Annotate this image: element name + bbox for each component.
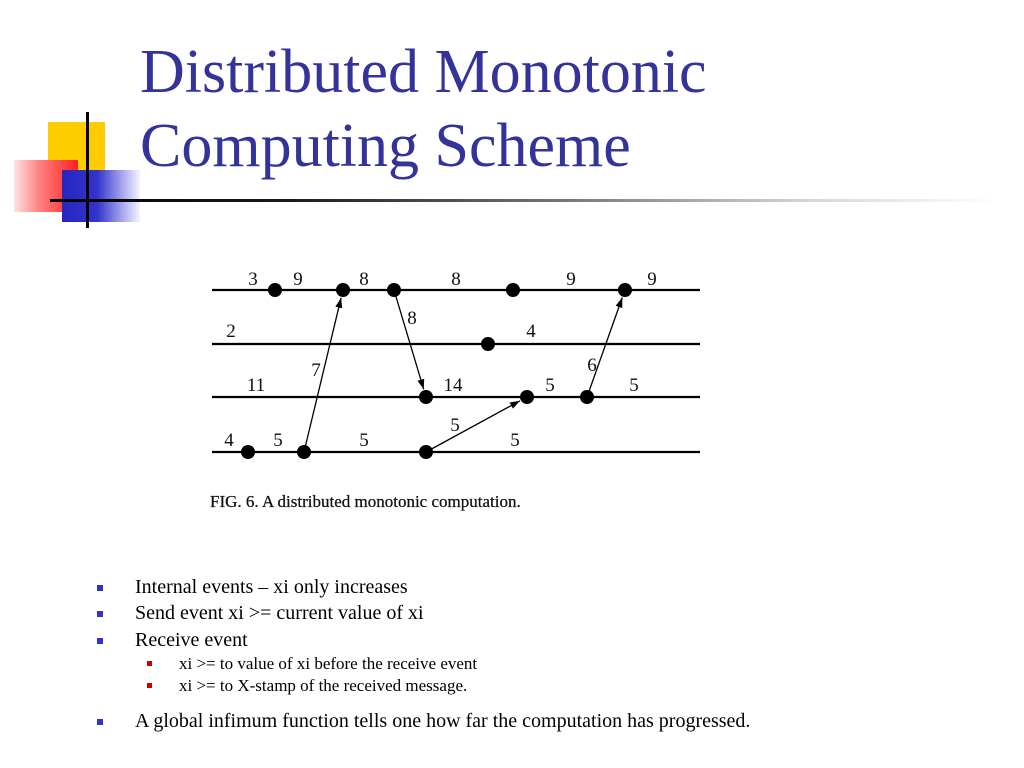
message-label: 5 [450,415,460,436]
value-label: 8 [359,269,369,290]
message-arrow [587,298,622,398]
sub-bullet-marker-icon [147,683,152,688]
bullet-text: A global infimum function tells one how far the computation has progressed. [135,710,751,732]
value-label: 2 [226,321,236,342]
event-dot [520,390,534,404]
title-underline-rule [50,199,1000,202]
event-dot [241,445,255,459]
message-arrows [304,290,622,452]
event-dot [506,283,520,297]
process-1-labels [248,269,657,290]
sub-bullet-item [147,677,467,694]
event-dots [241,283,632,459]
event-dot [580,390,594,404]
bullet-marker-icon [97,585,103,591]
message-label: 7 [311,360,321,381]
bullet-item [97,630,248,650]
message-arrow [394,290,424,389]
event-dot [481,337,495,351]
bullet-marker-icon [97,638,103,644]
bullet-item [97,577,408,597]
event-dot [419,445,433,459]
process-3-labels [247,375,639,396]
value-label: 9 [647,269,657,290]
value-label: 5 [510,430,520,451]
bullet-text: Internal events – xi only increases [135,576,408,598]
message-arrow [426,401,520,452]
value-label: 5 [359,430,369,451]
sub-bullet-marker-icon [147,661,152,666]
value-label: 14 [443,375,463,396]
blue-square-decoration [62,170,140,222]
title-line-1: Distributed Monotonic [140,38,707,106]
event-dot [618,283,632,297]
vertical-rule-decoration [86,112,89,228]
bullet-text: Receive event [135,629,248,651]
value-label: 9 [566,269,576,290]
sub-bullet-text: xi >= to X-stamp of the received message. [179,676,468,695]
bullet-text: Send event xi >= current value of xi [135,602,424,624]
message-labels [311,308,597,436]
slide-title [140,35,707,183]
sub-bullet-item [147,655,477,672]
value-label: 9 [293,269,303,290]
message-arrow [304,298,341,452]
sub-bullet-text: xi >= to value of xi before the receive event [179,654,478,673]
event-dot [336,283,350,297]
value-label: 5 [273,430,283,451]
bullet-marker-icon [97,611,103,617]
value-label: 4 [526,321,536,342]
event-dot [419,390,433,404]
event-dot [268,283,282,297]
value-label: 11 [246,375,266,396]
message-label: 8 [407,308,417,329]
process-4-labels [224,430,520,451]
event-dot [297,445,311,459]
event-dot [387,283,401,297]
value-label: 8 [451,269,461,290]
value-label: 4 [224,430,234,451]
bullet-item [97,711,750,731]
bullet-item [97,603,424,623]
distributed-computation-diagram [200,255,720,520]
title-line-2: Computing Scheme [140,112,631,180]
value-label: 5 [545,375,555,396]
figure-caption: FIG. 6. A distributed monotonic computation. [210,492,521,511]
bullet-marker-icon [97,719,103,725]
value-label: 5 [629,375,639,396]
value-label: 3 [248,269,258,290]
message-label: 6 [587,355,597,376]
